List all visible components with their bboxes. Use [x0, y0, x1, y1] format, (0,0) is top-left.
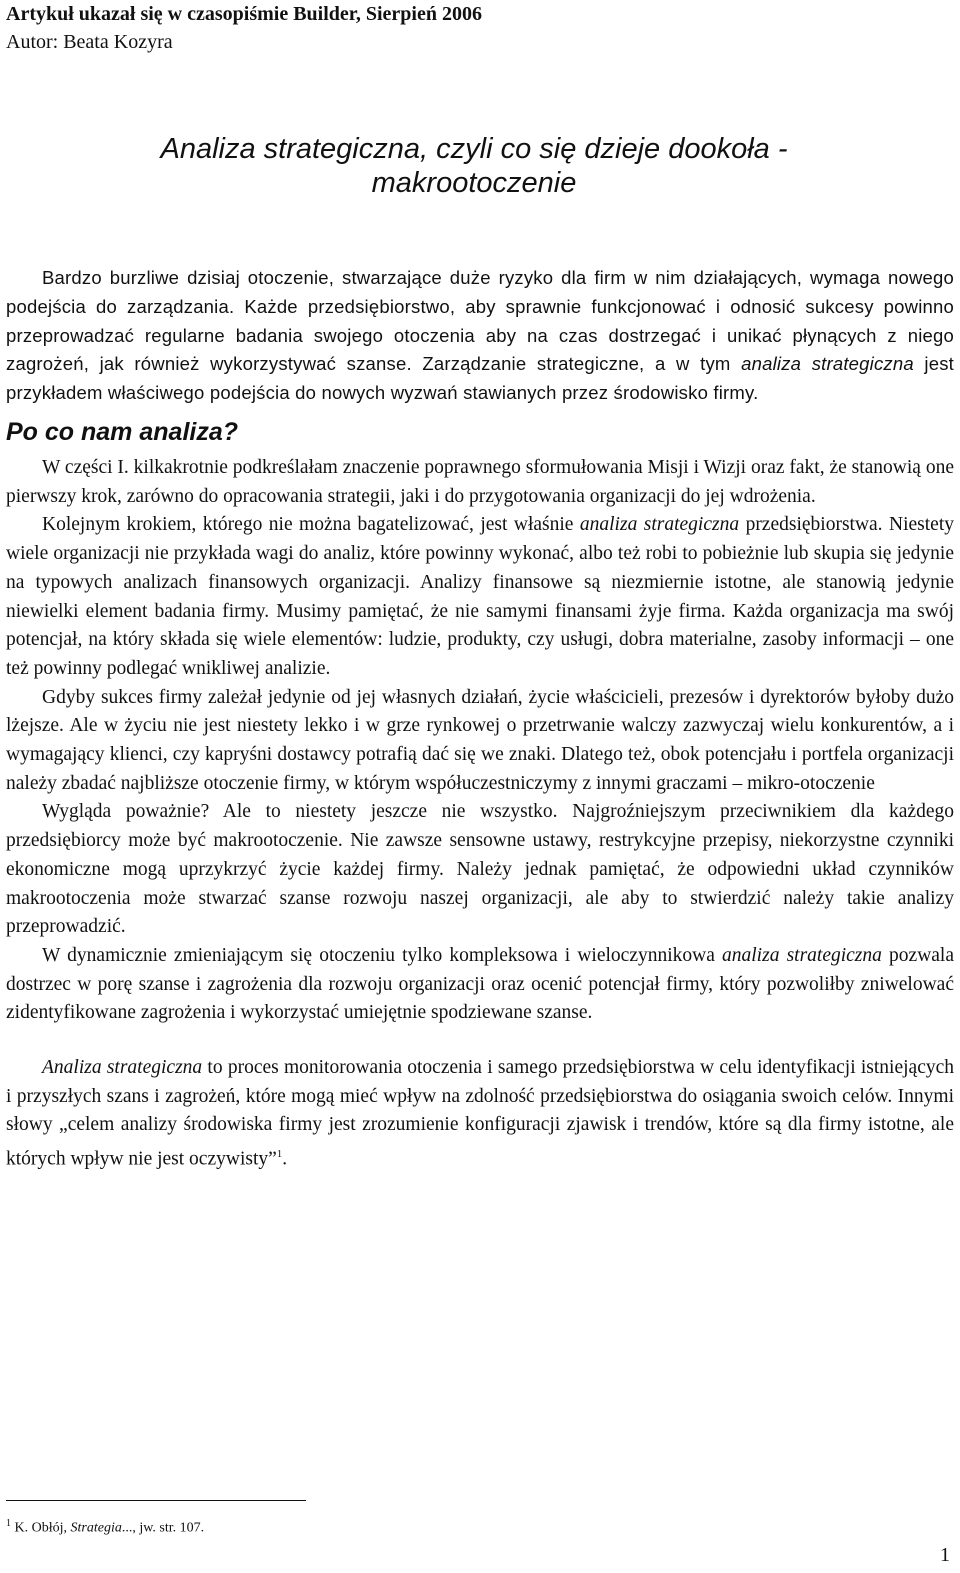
paragraph-6-text: to proces monitorowania otoczenia i samego przedsiębiorstwa w celu identyfikacji istniejących i przyszłych szans i zagrożeń, które mogą mieć wpływ na zdolność przedsiębiorstwa do osiągania swoich celów. Innymi słowy „celem analizy środowiska firmy jest zrozumienie konfiguracji zjawisk i trendów, które są dla firmy istotne, ale których wpływ nie jest oczywisty” — [6, 1057, 954, 1170]
article-body — [6, 264, 954, 1174]
article-title — [0, 132, 948, 200]
lead-text-a: Bardzo burzliwe dzisiaj otoczenie, stwarzające duże ryzyko dla firm w nim działających, wymaga nowego podejścia do zarządzania. Każde przedsiębiorstwo, aby sprawnie funkcjonować i odnosić sukcesy powinno przeprowadzać regularne badania swojego otoczenia aby na czas dostrzegać i unikać płynących z niego zagrożeń, jak również wykorzystywać szanse. Zarządzanie strategiczne, a w tym — [6, 267, 954, 375]
author-line: Autor: Beata Kozyra — [6, 31, 173, 53]
paragraph-6-end: . — [282, 1148, 288, 1170]
paragraph-2-emphasis: analiza strategiczna — [579, 514, 740, 536]
paragraph-6-emphasis: Analiza strategiczna — [42, 1057, 203, 1079]
section-heading: Po co nam analiza? — [6, 417, 239, 446]
paragraph-5-emphasis: analiza strategiczna — [722, 944, 882, 966]
lead-emphasis: analiza strategiczna — [741, 353, 914, 375]
footnote-emphasis: Strategia — [70, 1520, 122, 1536]
paragraph-6 — [6, 1054, 954, 1174]
paragraph-2-text-a: Kolejnym krokiem, którego nie można bagatelizować, jest właśnie — [42, 514, 580, 536]
paragraph-5-text-a: W dynamicznie zmieniającym się otoczeniu tylko kompleksowa i wieloczynnikowa — [42, 944, 723, 966]
page-number: 1 — [940, 1544, 950, 1566]
paragraph-4: Wygląda poważnie? Ale to niestety jeszcze nie wszystko. Najgroźniejszym przeciwnikiem dla każdego przedsiębiorcy może być makrootoczenie. Nie zawsze sensowne ustawy, restrykcyjne przepisy, niekorzystne czynniki ekonomiczne mogą uprzykrzyć życie każdej firmy. Należy jednak pamiętać, że odpowiedni układ czynników makrootoczenia może stwarzać szanse rozwoju naszej organizacji, ale aby to stwierdzić należy takie analizy przeprowadzić. — [6, 801, 954, 938]
lead-paragraph — [6, 264, 954, 408]
publication-line: Artykuł ukazał się w czasopiśmie Builder, Sierpień 2006 — [6, 3, 482, 25]
footnote-marker: 1 — [6, 1518, 11, 1529]
paragraph-1: W części I. kilkakrotnie podkreślałam znaczenie poprawnego sformułowania Misji i Wizji oraz fakt, że stanowią one pierwszy krok, zarówno do opracowania strategii, jaki i do przygotowania organizacji do jej wdrożenia. — [6, 456, 954, 507]
footnote — [6, 1515, 204, 1538]
article-title-line-1: Analiza strategiczna, czyli co się dzieje dookoła - — [160, 133, 788, 165]
paragraph-5 — [6, 942, 954, 1028]
footnote-divider — [6, 1500, 306, 1501]
paragraph-2 — [6, 511, 954, 683]
footnote-text-a: K. Obłój, — [11, 1520, 71, 1536]
paragraph-gap — [6, 1028, 954, 1054]
article-title-line-2: makrootoczenie — [371, 167, 577, 199]
paragraph-2-text-b: przedsiębiorstwa. Niestety wiele organizacji nie przykłada wagi do analiz, które powinny wykonać, albo też robi to pobieżnie lub skupia się jedynie na typowych analizach finansowych organizacji. Analizy finansowe są niezmiernie istotne, ale stanowią jedynie niewielki element badania firmy. Musimy pamiętać, że nie samymi finansami żyje firma. Każda organizacja ma swój potencjał, na który składa się wiele elementów: ludzie, produkty, czy usługi, dobra materialne, zasoby informacji – one też powinny podlegać wnikliwej analizie. — [6, 514, 954, 679]
footnote-text-b: ..., jw. str. 107. — [121, 1520, 205, 1536]
paragraph-5-text-b: pozwala dostrzec w porę szanse i zagrożenia dla rozwoju organizacji oraz ocenić potencjał firmy, który pozwoliłby zniwelować zidentyfikowane zagrożenia i wykorzystać umiejętnie spodziewane szanse. — [6, 944, 954, 1024]
paragraph-3: Gdyby sukces firmy zależał jedynie od jej własnych działań, życie właścicieli, prezesów i dyrektorów byłoby dużo lżejsze. Ale w życiu nie jest niestety lekko i w grze rynkowej o przetrwanie walczy zazwyczaj wielu konkurentów, a i wymagający klienci, czy kapryśni dostawcy potrafią dać się we znaki. Dlatego też, obok potencjału i portfela organizacji należy zbadać najbliższe otoczenie firmy, w którym współuczestniczymy z innymi graczami – mikro-otoczenie — [6, 686, 954, 794]
lead-text-b: jest przykładem właściwego podejścia do nowych wyzwań stawianych przez środowisko firmy. — [6, 353, 954, 404]
footnote-reference: 1 — [276, 1148, 283, 1161]
